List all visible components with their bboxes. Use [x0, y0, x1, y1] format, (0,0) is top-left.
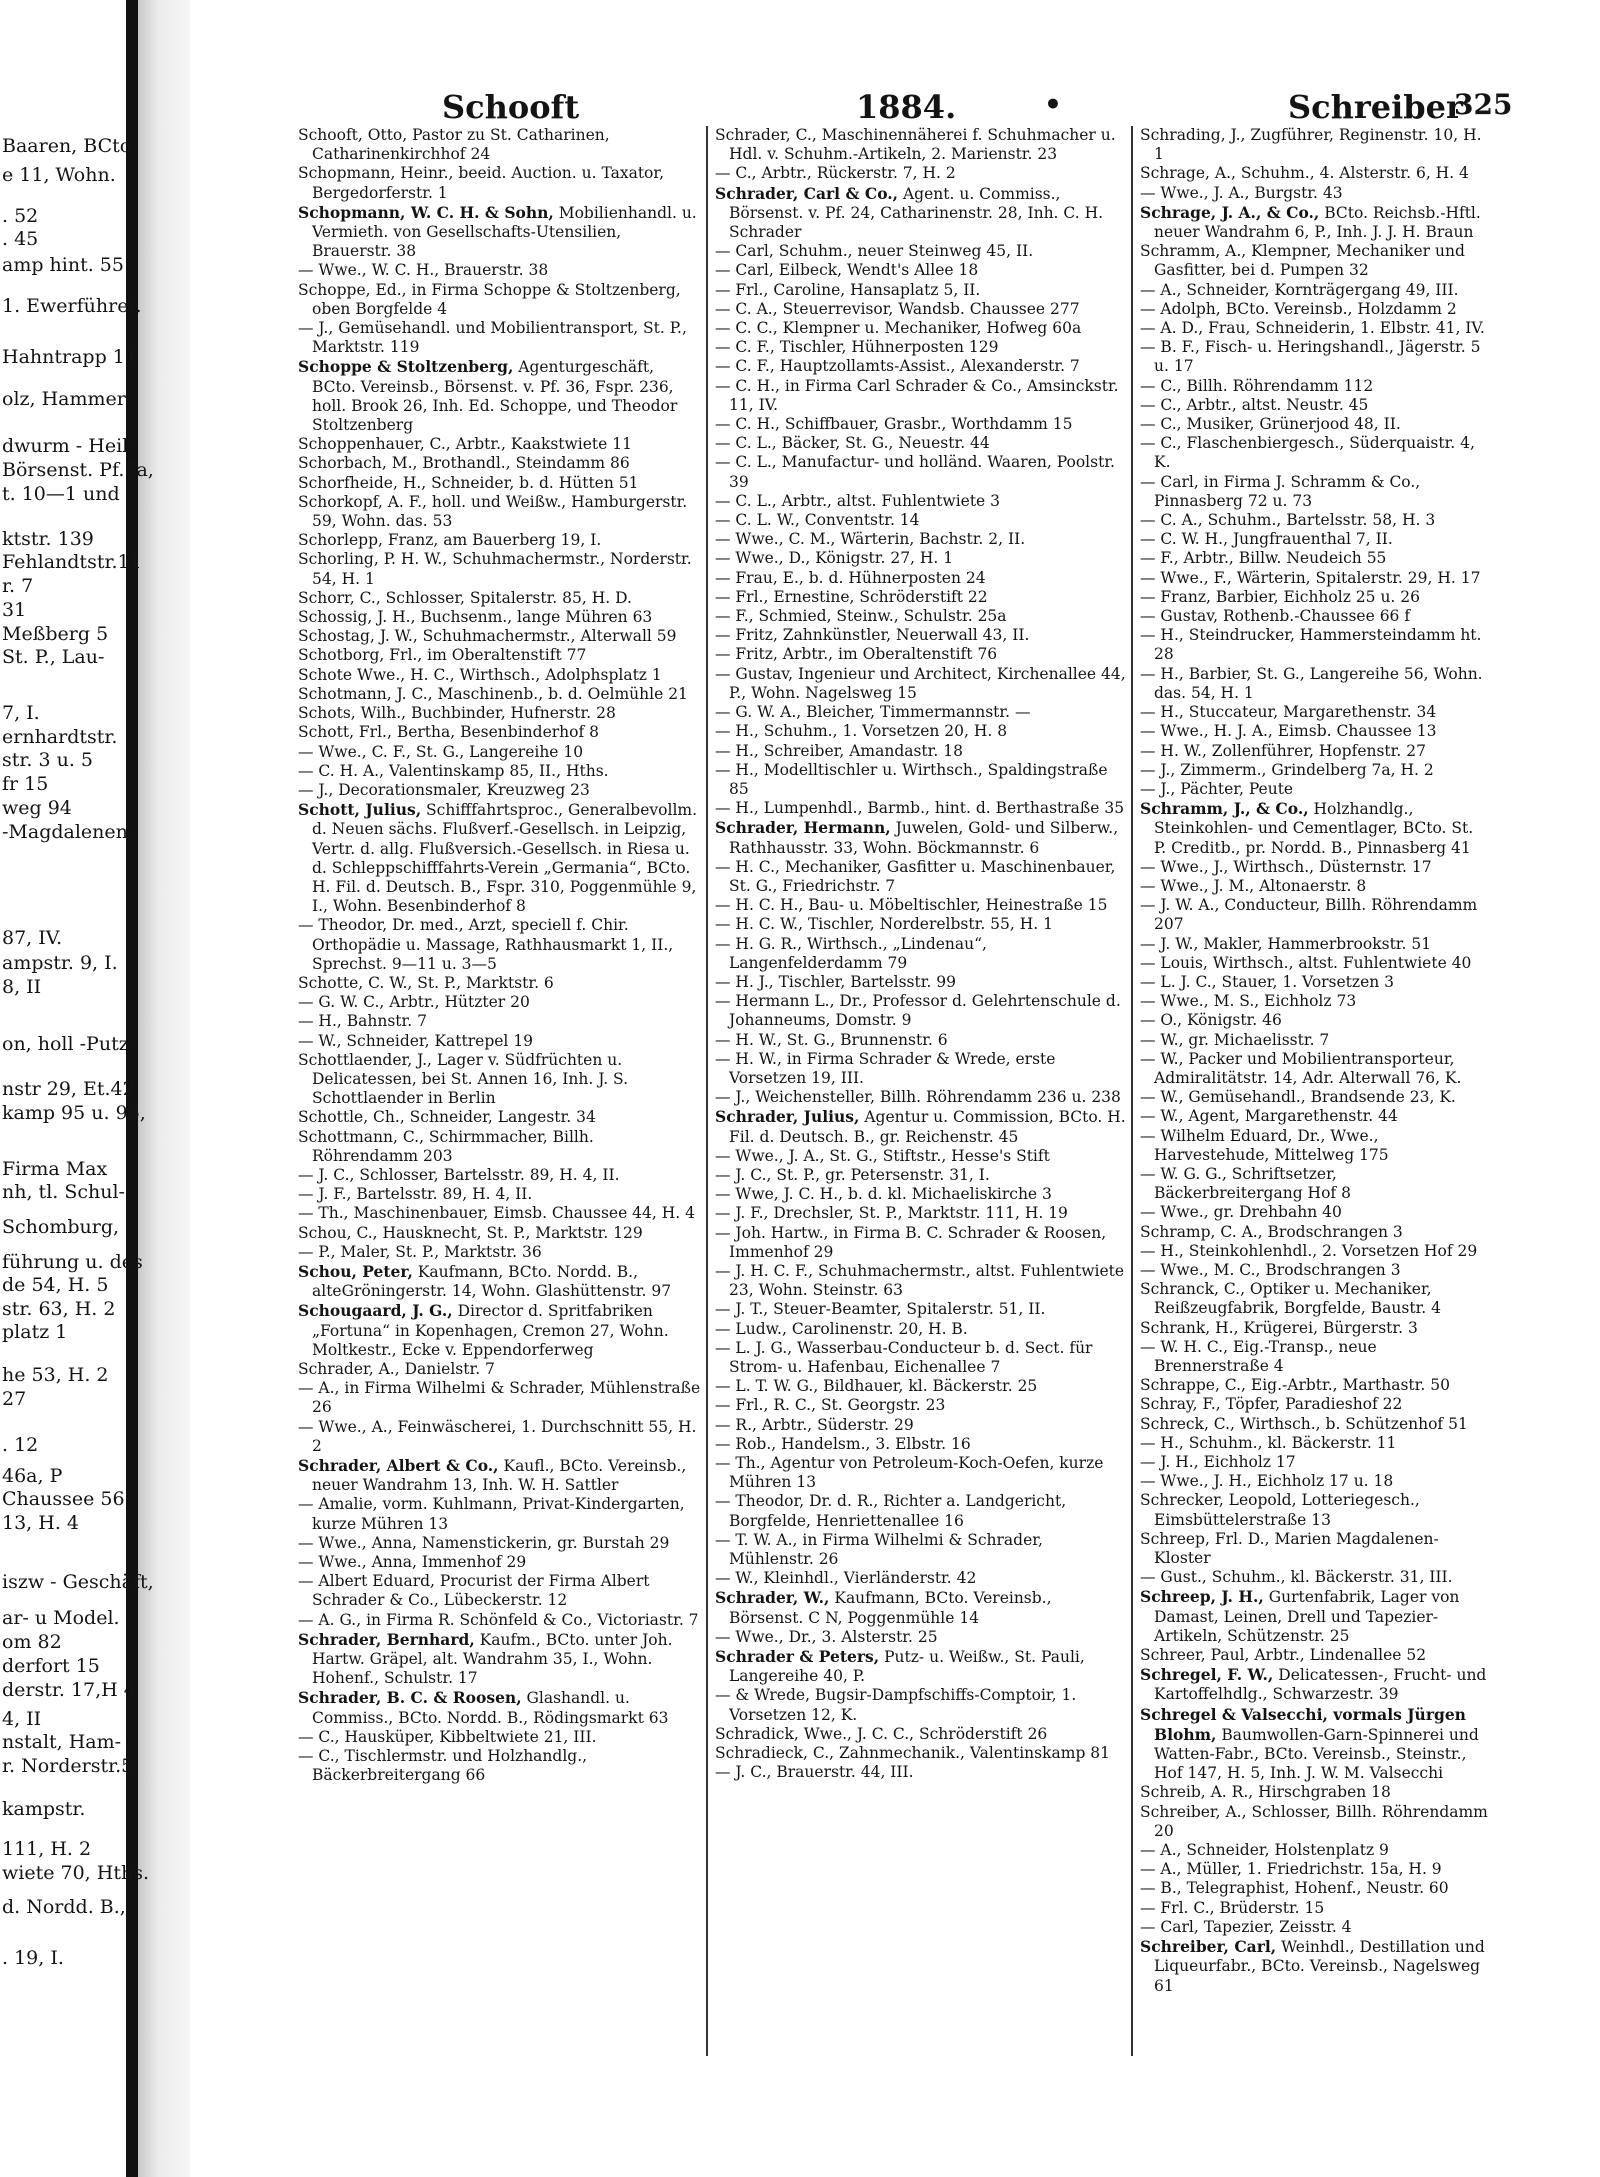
facing-page-line: om 82	[2, 1631, 62, 1653]
directory-entry: — Wwe., M. S., Eichholz 73	[1140, 992, 1357, 1011]
facing-page-line: 27	[2, 1388, 27, 1410]
facing-page-line: führung u. des	[2, 1251, 143, 1273]
facing-page-fragment	[0, 0, 154, 2177]
directory-entry: — C. C., Klempner u. Mechaniker, Hofweg 60a	[715, 319, 1082, 338]
facing-page-line: on, holl -Putz-	[2, 1033, 136, 1055]
directory-entry: Schorkopf, A. F., holl. und Weißw., Hamburgerstr. 59, Wohn. das. 53	[298, 492, 688, 531]
facing-page-line: e 11, Wohn.	[2, 164, 116, 186]
directory-entry: — H. C. W., Tischler, Norderelbstr. 55, H. 1	[715, 915, 1053, 934]
directory-entry: Schottle, Ch., Schneider, Langestr. 34	[298, 1108, 596, 1127]
directory-entry: Schoppe, Ed., in Firma Schoppe & Stoltzenberg, oben Borgfelde 4	[298, 280, 681, 318]
directory-entry: Schrader, A., Danielstr. 7	[298, 1360, 495, 1378]
directory-entry: Schreep, Frl. D., Marien Magdalenen-Kloster	[1140, 1529, 1439, 1568]
directory-entry: — Frl., Caroline, Hansaplatz 5, II.	[715, 280, 981, 299]
directory-entry: — H., Schuhm., 1. Vorsetzen 20, H. 8	[715, 722, 1008, 741]
facing-page-line: Baaren, BCto.	[2, 135, 137, 157]
directory-entry: Schots, Wilh., Buchbinder, Hufnerstr. 28	[298, 704, 616, 723]
directory-entry: Schott, Frl., Bertha, Besenbinderhof 8	[298, 723, 599, 742]
directory-entry: Schoppe & Stoltzenberg, Agenturgeschäft, BCto. Vereinsb., Börsenst. v. Pf. 36, Fspr. 236, holl. Brook 26, Inh. Ed. Schoppe, und Theodor Stoltzenberg	[298, 357, 678, 435]
directory-entry: — Wwe., J., Wirthsch., Düsternstr. 17	[1140, 857, 1432, 876]
directory-entry: Schramp, C. A., Brodschrangen 3	[1140, 1222, 1403, 1241]
directory-entry: — Wwe., H. J. A., Eimsb. Chaussee 13	[1140, 722, 1437, 741]
directory-entry: Schrader, W., Kaufmann, BCto. Vereinsb., Börsenst. C N, Poggenmühle 14	[715, 1588, 1052, 1627]
directory-entry: Schopmann, Heinr., beeid. Auction. u. Taxator, Bergedorferstr. 1	[298, 164, 665, 202]
facing-page-line: . 19, I.	[2, 1947, 64, 1969]
directory-entry: — A., Müller, 1. Friedrichstr. 15a, H. 9	[1140, 1860, 1442, 1879]
directory-entry: Schrader, B. C. & Roosen, Glashandl. u. Commiss., BCto. Nordd. B., Rödingsmarkt 63	[298, 1688, 669, 1727]
directory-entry: Schote Wwe., H. C., Wirthsch., Adolphsplatz 1	[298, 665, 662, 684]
directory-entry: Schorling, P. H. W., Schuhmachermstr., Norderstr. 54, H. 1	[298, 550, 692, 588]
directory-entry: — J., Decorationsmaler, Kreuzweg 23	[298, 780, 590, 799]
directory-entry: Schray, F., Töpfer, Paradieshof 22	[1140, 1395, 1403, 1414]
directory-entry: Schorlepp, Franz, am Bauerberg 19, I.	[298, 531, 602, 550]
directory-entry: Schradick, Wwe., J. C. C., Schröderstift 26	[715, 1724, 1048, 1743]
facing-page-line: Firma Max	[2, 1158, 108, 1180]
directory-entry: — J. C., Schlosser, Bartelsstr. 89, H. 4, II.	[298, 1165, 620, 1184]
directory-entry: Schrader, Carl & Co., Agent. u. Commiss., Börsenst. v. Pf. 24, Catharinenstr. 28, Inh. C. H. Schrader	[715, 183, 1104, 242]
facing-page-line: Meßberg 5	[2, 623, 109, 645]
facing-page-line: 87, IV.	[2, 927, 63, 949]
directory-entry: Schostag, J. W., Schuhmachermstr., Alterwall 59	[298, 627, 677, 646]
facing-page-line: amp hint. 55	[2, 254, 124, 276]
directory-entry: — H. G. R., Wirthsch., „Lindenau“, Langenfelderdamm 79	[715, 934, 987, 972]
facing-page-line: nstalt, Ham-	[2, 1731, 122, 1753]
facing-page-line: St. P., Lau-	[2, 646, 105, 668]
header-ornament: •	[1044, 88, 1062, 121]
directory-entry: — J. F., Drechsler, St. P., Marktstr. 111, H. 19	[715, 1204, 1068, 1223]
directory-entry: Schorbach, M., Brothandl., Steindamm 86	[298, 454, 630, 473]
directory-entry: — C. A., Schuhm., Bartelsstr. 58, H. 3	[1140, 511, 1436, 530]
directory-entry: — L. J. G., Wasserbau-Conducteur b. d. Sect. für Strom- u. Hafenbau, Eichenallee 7	[715, 1338, 1093, 1376]
facing-page-line: 13, H. 4	[2, 1512, 79, 1534]
directory-entry: — Franz, Barbier, Eichholz 25 u. 26	[1140, 587, 1420, 606]
directory-entry: — H. C. H., Bau- u. Möbeltischler, Heinestraße 15	[715, 896, 1108, 915]
directory-entry: Schreer, Paul, Arbtr., Lindenallee 52	[1140, 1646, 1427, 1665]
directory-entry: — H. C., Mechaniker, Gasfitter u. Maschinenbauer, St. G., Friedrichstr. 7	[715, 857, 1116, 895]
directory-entry: — J. H. C. F., Schuhmachermstr., altst. Fuhlentwiete 23, Wohn. Steinstr. 63	[715, 1261, 1125, 1300]
page-gutter-shadow	[138, 0, 190, 2177]
directory-entry: — J. T., Steuer-Beamter, Spitalerstr. 51, II.	[715, 1300, 1046, 1319]
facing-page-line: Hahntrapp 11	[2, 346, 137, 368]
directory-entry: — Wwe., gr. Drehbahn 40	[1140, 1203, 1342, 1222]
directory-entry: — H., Schuhm., kl. Bäckerstr. 11	[1140, 1433, 1397, 1452]
facing-page-line: 31	[2, 599, 27, 621]
directory-entry: — Wwe., D., Königstr. 27, H. 1	[715, 549, 954, 568]
directory-entry: — C., Flaschenbiergesch., Süderquaistr. 4, K.	[1140, 434, 1475, 472]
directory-entry: — C. F., Hauptzollamts-Assist., Alexanderstr. 7	[715, 357, 1080, 376]
directory-entry: — & Wrede, Bugsir-Dampfschiffs-Comptoir, 1. Vorsetzen 12, K.	[715, 1686, 1077, 1724]
directory-entry: Schrader, C., Maschinennäherei f. Schuhmacher u. Hdl. v. Schuhm.-Artikeln, 2. Marienstr. 23	[715, 126, 1116, 164]
directory-entry: — R., Arbtr., Süderstr. 29	[715, 1415, 914, 1434]
directory-entry: Schooft, Otto, Pastor zu St. Catharinen, Catharinenkirchhof 24	[298, 126, 610, 164]
facing-page-line: olz, Hammer-	[2, 388, 133, 410]
directory-entry: Schotborg, Frl., im Oberaltenstift 77	[298, 646, 587, 665]
directory-entry: — J. C., St. P., gr. Petersenstr. 31, I.	[715, 1165, 990, 1184]
directory-entry: Schregel & Valsecchi, vormals Jürgen Blohm, Baumwollen-Garn-Spinnerei und Watten-Fabr., BCto. Vereinsb., Steinstr., Hof 147, H. 5, Inh. J. W. M. Valsecchi	[1140, 1704, 1479, 1783]
directory-entry: — Wwe., Anna, Immenhof 29	[298, 1553, 527, 1572]
facing-page-line: str. 63, H. 2	[2, 1298, 116, 1320]
column-rule	[1131, 126, 1133, 2056]
directory-entry: — Gust., Schuhm., kl. Bäckerstr. 31, III.	[1140, 1568, 1453, 1587]
directory-entry: — C. A., Steuerrevisor, Wandsb. Chaussee 277	[715, 299, 1080, 318]
directory-entry: Schotte, C. W., St. P., Marktstr. 6	[298, 973, 554, 992]
directory-entry: — Fritz, Zahnkünstler, Neuerwall 43, II.	[715, 626, 1030, 645]
directory-entry: — C., Arbtr., altst. Neustr. 45	[1140, 395, 1369, 414]
directory-entry: — Wwe., Dr., 3. Alsterstr. 25	[715, 1627, 938, 1646]
directory-entry: — J. W. A., Conducteur, Billh. Röhrendamm 207	[1140, 896, 1478, 934]
directory-entry: — J., Zimmerm., Grindelberg 7a, H. 2	[1140, 760, 1434, 779]
facing-page-line: str. 3 u. 5	[2, 749, 93, 771]
directory-entry: Schranck, C., Optiker u. Mechaniker, Reißzeugfabrik, Borgfelde, Baustr. 4	[1140, 1280, 1441, 1318]
facing-page-line: ernhardtstr.	[2, 726, 118, 748]
facing-page-line: ar- u Model.	[2, 1607, 120, 1629]
directory-entry: — Carl, Schuhm., neuer Steinweg 45, II.	[715, 242, 1034, 261]
directory-entry: — Wwe., A., Feinwäscherei, 1. Durchschnitt 55, H. 2	[298, 1417, 697, 1455]
directory-entry: Schorfheide, H., Schneider, b. d. Hütten 51	[298, 473, 639, 492]
facing-page-line: kamp 95 u. 96,	[2, 1102, 146, 1124]
directory-entry: Schougaard, J. G., Director d. Spritfabriken „Fortuna“ in Kopenhagen, Cremon 27, Wohn. Moltkestr., Ecke v. Eppendorferweg	[298, 1301, 669, 1359]
facing-page-line: 1. Ewerführer.	[2, 295, 142, 317]
directory-entry: — Albert Eduard, Procurist der Firma Albert Schrader & Co., Lübeckerstr. 12	[298, 1572, 650, 1610]
directory-entry: — H., Lumpenhdl., Barmb., hint. d. Berthastraße 35	[715, 799, 1125, 818]
directory-entry: — P., Maler, St. P., Marktstr. 36	[298, 1242, 542, 1261]
directory-entry: Schradieck, C., Zahnmechanik., Valentinskamp 81	[715, 1744, 1111, 1763]
directory-entry: — H., Schreiber, Amandastr. 18	[715, 741, 963, 760]
directory-entry: — Wwe., J. H., Eichholz 17 u. 18	[1140, 1472, 1394, 1491]
facing-page-line: . 45	[2, 228, 39, 250]
directory-entry: — Wwe., C. F., St. G., Langereihe 10	[298, 742, 584, 761]
directory-entry: — H. W., Zollenführer, Hopfenstr. 27	[1140, 741, 1426, 760]
directory-entry: — A., in Firma Wilhelmi & Schrader, Mühlenstraße 26	[298, 1379, 701, 1417]
facing-page-line: Chaussee 56	[2, 1488, 125, 1510]
directory-entry: — Wwe., W. C. H., Brauerstr. 38	[298, 261, 549, 280]
directory-entry: — Carl, Tapezier, Zeisstr. 4	[1140, 1917, 1352, 1936]
directory-entry: — H., Bahnstr. 7	[298, 1012, 427, 1031]
directory-entry: — J. H., Eichholz 17	[1140, 1453, 1296, 1472]
directory-entry: — H., Barbier, St. G., Langereihe 56, Wohn. das. 54, H. 1	[1140, 664, 1483, 702]
directory-entry: — Wwe., Anna, Namenstickerin, gr. Burstah 29	[298, 1533, 670, 1552]
directory-entry: — Theodor, Dr. d. R., Richter a. Landgericht, Borgfelde, Henriettenallee 16	[715, 1492, 1067, 1530]
directory-entry: — Th., Agentur von Petroleum-Koch-Oefen, kurze Mühren 13	[715, 1454, 1104, 1492]
facing-page-line: r. 7	[2, 575, 34, 597]
directory-entry: — Frl. C., Brüderstr. 15	[1140, 1898, 1325, 1917]
directory-entry: — Carl, Eilbeck, Wendt's Allee 18	[715, 261, 979, 280]
header-right-catchword: Schreiber	[1288, 88, 1463, 126]
directory-entry: — J. F., Bartelsstr. 89, H. 4, II.	[298, 1185, 533, 1204]
directory-entry: Schou, Peter, Kaufmann, BCto. Nordd. B., alteGröningerstr. 14, Wohn. Glashüttenstr. 97	[298, 1261, 672, 1301]
directory-entry: Schreep, J. H., Gurtenfabrik, Lager von Damast, Leinen, Drell und Tapezier-Artikeln, Schützenstr. 25	[1140, 1587, 1460, 1645]
directory-entry: Schrage, J. A., & Co., BCto. Reichsb.-Hftl. neuer Wandrahm 6, P., Inh. J. J. H. Braun	[1140, 202, 1481, 242]
facing-page-line: Börsenst. Pf.5a,	[2, 459, 154, 481]
facing-page-line: ampstr. 9, I.	[2, 952, 118, 974]
directory-entry: Schoppenhauer, C., Arbtr., Kaakstwiete 11	[298, 435, 632, 454]
directory-entry: — H., Modelltischler u. Wirthsch., Spaldingstraße 85	[715, 760, 1108, 798]
directory-entry: — J. C., Brauerstr. 44, III.	[715, 1763, 914, 1782]
directory-entry: — Wwe., J. A., St. G., Stiftstr., Hesse's Stift	[715, 1146, 1050, 1165]
directory-entry: — Wwe., F., Wärterin, Spitalerstr. 29, H. 17	[1140, 568, 1481, 587]
directory-entry: — O., Königstr. 46	[1140, 1011, 1282, 1030]
facing-page-line: platz 1	[2, 1321, 68, 1343]
directory-entry: — Wwe., C. M., Wärterin, Bachstr. 2, II.	[715, 530, 1026, 549]
directory-entry: — H., Steindrucker, Hammersteindamm ht. 28	[1140, 626, 1482, 664]
facing-page-line: dwurm - Heil-	[2, 435, 135, 457]
directory-entry: Schossig, J. H., Buchsenm., lange Mühren 63	[298, 608, 653, 627]
directory-entry: — H., Stuccateur, Margarethenstr. 34	[1140, 703, 1437, 722]
directory-entry: — Wwe., J. A., Burgstr. 43	[1140, 183, 1343, 202]
facing-page-line: d. Nordd. B.,	[2, 1896, 126, 1918]
directory-entry: — W., gr. Michaelisstr. 7	[1140, 1030, 1330, 1049]
header-year: 1884.	[856, 88, 957, 126]
directory-entry: — W. H. C., Eig.-Transp., neue Brennerstraße 4	[1140, 1337, 1377, 1375]
directory-entry: — Th., Maschinenbauer, Eimsb. Chaussee 44, H. 4	[298, 1204, 695, 1223]
facing-page-line: t. 10—1 und	[2, 483, 120, 505]
directory-entry: Schregel, F. W., Delicatessen-, Frucht- und Kartoffelhdlg., Schwarzestr. 39	[1140, 1665, 1487, 1704]
directory-entry: — Rob., Handelsm., 3. Elbstr. 16	[715, 1434, 971, 1453]
directory-entry: Schrappe, C., Eig.-Arbtr., Marthastr. 50	[1140, 1376, 1450, 1395]
directory-entry: — L. J. C., Stauer, 1. Vorsetzen 3	[1140, 972, 1395, 991]
directory-column-2	[715, 126, 1126, 2126]
directory-entry: Schreiber, A., Schlosser, Billh. Röhrendamm 20	[1140, 1802, 1488, 1840]
directory-entry: Schottmann, C., Schirmmacher, Billh. Röhrendamm 203	[298, 1127, 594, 1165]
directory-entry: Schreck, C., Wirthsch., b. Schützenhof 51	[1140, 1414, 1468, 1433]
directory-entry: Schott, Julius, Schifffahrtsproc., Generalbevollm. d. Neuen sächs. Flußverf.-Gesellsch. in Leipzig, Vertr. d. allg. Flußversich.-Gesellsch. in Riesa u. d. Schleppschifffahrts-Verein „Germania“, BCto. H. Fil. d. Deutsch. B., Fspr. 310, Poggenmühle 9, I., Wohn. Besenbinderhof 8	[298, 800, 698, 916]
directory-entry: — Wwe., M. C., Brodschrangen 3	[1140, 1260, 1401, 1279]
directory-entry: Schrank, H., Krügerei, Bürgerstr. 3	[1140, 1318, 1418, 1337]
header-left-catchword: Schooft	[442, 88, 580, 126]
directory-entry: — C., Billh. Röhrendamm 112	[1140, 376, 1374, 395]
directory-entry: Schou, C., Hausknecht, St. P., Marktstr. 129	[298, 1223, 643, 1242]
directory-entry: — H., Steinkohlenhdl., 2. Vorsetzen Hof 29	[1140, 1241, 1478, 1260]
directory-entry: — W. G. G., Schriftsetzer, Bäckerbreitergang Hof 8	[1140, 1164, 1351, 1203]
directory-entry: — J. W., Makler, Hammerbrookstr. 51	[1140, 934, 1432, 953]
directory-entry: — Fritz, Arbtr., im Oberaltenstift 76	[715, 645, 998, 664]
directory-entry: — A., Schneider, Kornträgergang 49, III.	[1140, 280, 1459, 299]
facing-page-line: -Magdalenen-	[2, 821, 135, 843]
directory-entry: Schopmann, W. C. H. & Sohn, Mobilienhandl. u. Vermieth. von Gesellschafts-Utensilien, Brauerstr. 38	[298, 202, 697, 261]
facing-page-line: ktstr. 139	[2, 528, 94, 550]
facing-page-line: nh, tl. Schul-	[2, 1181, 125, 1203]
facing-page-line: derfort 15	[2, 1655, 100, 1677]
directory-entry: — C., Hausküper, Kibbeltwiete 21, III.	[298, 1727, 597, 1746]
facing-page-line: iszw - Geschäft,	[2, 1571, 154, 1593]
directory-entry: — W., Gemüsehandl., Brandsende 23, K.	[1140, 1088, 1456, 1107]
directory-entry: — C. L., Bäcker, St. G., Neuestr. 44	[715, 434, 990, 453]
directory-entry: — Frl., Ernestine, Schröderstift 22	[715, 587, 988, 606]
facing-page-line: 4, II	[2, 1708, 42, 1730]
directory-entry: — Theodor, Dr. med., Arzt, speciell f. Chir. Orthopädie u. Massage, Rathhausmarkt 1, II., Sprechst. 9—11 u. 3—5	[298, 916, 674, 973]
directory-entry: Schrecker, Leopold, Lotteriegesch., Eimsbüttelerstraße 13	[1140, 1491, 1420, 1529]
directory-entry: — Amalie, vorm. Kuhlmann, Privat-Kindergarten, kurze Mühren 13	[298, 1495, 685, 1533]
directory-column-3	[1140, 126, 1490, 2126]
directory-entry: — B. F., Fisch- u. Heringshandl., Jägerstr. 5 u. 17	[1140, 338, 1481, 376]
directory-entry: — Adolph, BCto. Vereinsb., Holzdamm 2	[1140, 299, 1457, 318]
directory-entry: — G. W. C., Arbtr., Hützter 20	[298, 993, 530, 1012]
directory-entry: — A., Schneider, Holstenplatz 9	[1140, 1841, 1389, 1860]
directory-entry: Schottlaender, J., Lager v. Südfrüchten u. Delicatessen, bei St. Annen 16, Inh. J. S. Schottlaender in Berlin	[298, 1050, 629, 1108]
directory-entry: — Joh. Hartw., in Firma B. C. Schrader & Roosen, Immenhof 29	[715, 1223, 1107, 1261]
directory-entry: — C. H. A., Valentinskamp 85, II., Hths.	[298, 761, 609, 780]
directory-entry: — J., Pächter, Peute	[1140, 779, 1294, 798]
facing-page-line: 8, II	[2, 976, 42, 998]
directory-entry: — Wilhelm Eduard, Dr., Wwe., Harvestehude, Mittelweg 175	[1140, 1126, 1389, 1164]
facing-page-line: 111, H. 2	[2, 1838, 92, 1860]
directory-entry: Schrader, Albert & Co., Kaufl., BCto. Vereinsb., neuer Wandrahm 13, Inh. W. H. Sattler	[298, 1456, 687, 1495]
directory-column-1	[298, 126, 702, 2126]
directory-entry: — L. T. W. G., Bildhauer, kl. Bäckerstr. 25	[715, 1377, 1038, 1396]
facing-page-line: Fehlandtstr.11	[2, 551, 142, 573]
directory-entry: — C., Arbtr., Rückerstr. 7, H. 2	[715, 164, 956, 183]
directory-entry: Schotmann, J. C., Maschinenb., b. d. Oelmühle 21	[298, 684, 688, 703]
directory-entry: — W., Schneider, Kattrepel 19	[298, 1031, 534, 1050]
directory-entry: — C. L., Arbtr., altst. Fuhlentwiete 3	[715, 491, 1001, 510]
facing-page-line: nstr 29, Et.42	[2, 1078, 135, 1100]
directory-entry: — Hermann L., Dr., Professor d. Gelehrtenschule d. Johanneums, Domstr. 9	[715, 992, 1121, 1030]
directory-entry: Schrage, A., Schuhm., 4. Alsterstr. 6, H. 4	[1140, 164, 1469, 183]
directory-entry: — H. J., Tischler, Bartelsstr. 99	[715, 972, 957, 991]
directory-entry: — H. W., St. G., Brunnenstr. 6	[715, 1030, 948, 1049]
directory-entry: Schreiber, Carl, Weinhdl., Destillation und Liqueurfabr., BCto. Vereinsb., Nagelsweg 61	[1140, 1937, 1485, 1995]
facing-page-line: 46a, P	[2, 1465, 63, 1487]
directory-entry: — Wwe, J. C. H., b. d. kl. Michaeliskirche 3	[715, 1185, 1052, 1204]
facing-page-line: fr 15	[2, 773, 49, 795]
directory-entry: Schrading, J., Zugführer, Reginenstr. 10, H. 1	[1140, 126, 1482, 164]
directory-entry: — Carl, in Firma J. Schramm & Co., Pinnasberg 72 u. 73	[1140, 472, 1421, 510]
facing-page-line: Schomburg,	[2, 1216, 120, 1238]
directory-entry: Schorr, C., Schlosser, Spitalerstr. 85, H. D.	[298, 588, 632, 607]
facing-page-line: he 53, H. 2	[2, 1364, 109, 1386]
directory-entry: Schrader, Julius, Agentur u. Commission, BCto. H. Fil. d. Deutsch. B., gr. Reichenstr. 45	[715, 1107, 1126, 1146]
page-number: 325	[1454, 88, 1513, 121]
facing-page-line: kampstr.	[2, 1798, 86, 1820]
facing-page-line: de 54, H. 5	[2, 1274, 109, 1296]
directory-entry: Schrader & Peters, Putz- u. Weißw., St. Pauli, Langereihe 40, P.	[715, 1647, 1085, 1686]
directory-entry: — H. W., in Firma Schrader & Wrede, erste Vorsetzen 19, III.	[715, 1049, 1056, 1087]
directory-entry: — W., Kleinhdl., Vierländerstr. 42	[715, 1569, 977, 1588]
directory-entry: Schramm, J., & Co., Holzhandlg., Steinkohlen- und Cementlager, BCto. St. P. Creditb., pr. Nordd. B., Pinnasberg 41	[1140, 799, 1474, 857]
directory-entry: — W., Agent, Margarethenstr. 44	[1140, 1107, 1398, 1126]
directory-entry: — W., Packer und Mobilientransporteur, Admiralitätstr. 14, Adr. Alterwall 76, K.	[1140, 1049, 1462, 1087]
directory-entry: — Frl., R. C., St. Georgstr. 23	[715, 1396, 946, 1415]
facing-page-line: weg 94	[2, 797, 72, 819]
facing-page-line: . 12	[2, 1434, 39, 1456]
directory-entry: — Frau, E., b. d. Hühnerposten 24	[715, 568, 986, 587]
directory-entry: — C. L., Manufactur- und holländ. Waaren, Poolstr. 39	[715, 453, 1115, 491]
directory-entry: — Louis, Wirthsch., altst. Fuhlentwiete 40	[1140, 953, 1472, 972]
directory-entry: Schrader, Bernhard, Kaufm., BCto. unter Joh. Hartw. Gräpel, alt. Wandrahm 35, I., Wohn. Hohenf., Schulstr. 17	[298, 1629, 673, 1688]
directory-entry: — C. H., in Firma Carl Schrader & Co., Amsinckstr. 11, IV.	[715, 376, 1119, 414]
directory-entry: — F., Schmied, Steinw., Schulstr. 25a	[715, 607, 1007, 626]
facing-page-line: 7, I.	[2, 702, 40, 724]
directory-entry: — Gustav, Ingenieur und Architect, Kirchenallee 44, P., Wohn. Nagelsweg 15	[715, 664, 1126, 702]
directory-entry: Schreib, A. R., Hirschgraben 18	[1140, 1783, 1391, 1802]
directory-entry: — J., Gemüsehandl. und Mobilientransport, St. P., Marktstr. 119	[298, 319, 687, 357]
directory-entry: — Gustav, Rothenb.-Chaussee 66 f	[1140, 607, 1411, 626]
directory-entry: Schramm, A., Klempner, Mechaniker und Gasfitter, bei d. Pumpen 32	[1140, 242, 1465, 280]
directory-entry: — C. H., Schiffbauer, Grasbr., Worthdamm 15	[715, 415, 1073, 434]
directory-entry: — A. G., in Firma R. Schönfeld & Co., Victoriastr. 7	[298, 1610, 699, 1629]
directory-entry: — Ludw., Carolinenstr. 20, H. B.	[715, 1319, 968, 1338]
directory-entry: Schrader, Hermann, Juwelen, Gold- und Silberw., Rathhausstr. 33, Wohn. Böckmannstr. 6	[715, 818, 1119, 857]
directory-entry: — C., Tischlermstr. und Holzhandlg., Bäckerbreitergang 66	[298, 1747, 588, 1785]
facing-page-line: . 52	[2, 205, 39, 227]
column-rule	[706, 126, 708, 2056]
directory-entry: — C. F., Tischler, Hühnerposten 129	[715, 338, 999, 357]
directory-entry: — A. D., Frau, Schneiderin, 1. Elbstr. 41, IV.	[1140, 319, 1485, 338]
facing-page-line: derstr. 17,H 4	[2, 1679, 136, 1701]
directory-entry: — F., Arbtr., Billw. Neudeich 55	[1140, 549, 1387, 568]
directory-entry: — T. W. A., in Firma Wilhelmi & Schrader, Mühlenstr. 26	[715, 1530, 1043, 1569]
directory-entry: — J., Weichensteller, Billh. Röhrendamm 236 u. 238	[715, 1088, 1121, 1107]
directory-entry: — Wwe., J. M., Altonaerstr. 8	[1140, 876, 1367, 895]
page-header	[232, 88, 1513, 128]
directory-entry: — C., Musiker, Grünerjood 48, II.	[1140, 415, 1401, 434]
directory-entry: — G. W. A., Bleicher, Timmermannstr. —	[715, 703, 1031, 722]
facing-page-line: r. Norderstr.5	[2, 1755, 134, 1777]
directory-entry: — C. L. W., Conventstr. 14	[715, 511, 920, 530]
facing-page-line: wiete 70, Hths.	[2, 1862, 149, 1884]
directory-entry: — B., Telegraphist, Hohenf., Neustr. 60	[1140, 1879, 1449, 1898]
directory-entry: — C. W. H., Jungfrauenthal 7, II.	[1140, 530, 1393, 549]
